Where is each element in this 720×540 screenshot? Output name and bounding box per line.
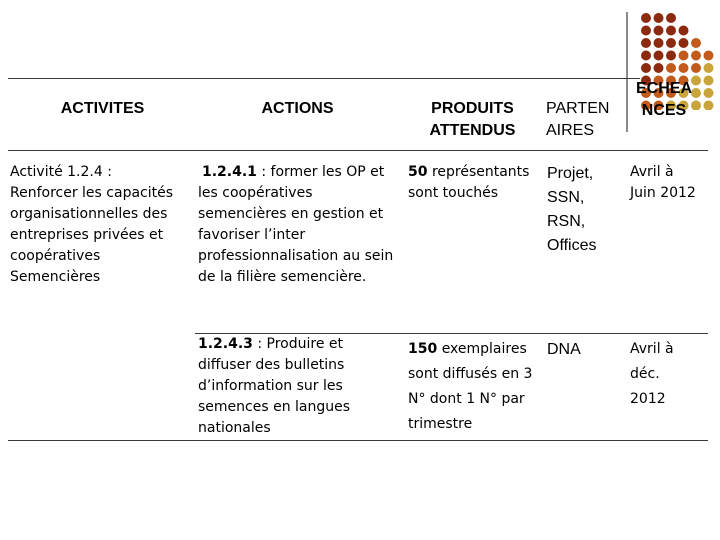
produit-number: 150 (408, 341, 438, 357)
produit-cell (408, 162, 538, 204)
produit-text: exemplaires sont diffusés en 3 N° dont 1 N° par trimestre (408, 341, 533, 432)
echeance-cell: Avril à déc. 2012 (630, 341, 674, 407)
partenaires-cell: DNA (547, 341, 581, 358)
table-bottom-border (8, 440, 708, 441)
header-actions: ACTIONS (261, 100, 334, 117)
header-bottom-border (8, 150, 708, 151)
produit-cell (408, 337, 538, 437)
header-partenaires: PARTEN AIRES (546, 100, 610, 139)
table-top-border (8, 78, 640, 79)
activity-cell (10, 162, 192, 288)
partenaires-cell: Projet, SSN, RSN, Offices (547, 165, 597, 254)
produit-text: représentants sont touchés (408, 164, 530, 201)
activity-label: Activité 1.2.4 : (10, 164, 112, 180)
produit-number: 50 (408, 164, 428, 180)
header-activites: ACTIVITES (60, 100, 145, 117)
activity-text: Renforcer les capacités organisationnelles des entreprises privées et coopératives Semencières (10, 185, 174, 285)
header-produits-attendus: PRODUITS ATTENDUS (429, 100, 516, 139)
action-text: : Produire et diffuser des bulletins d’information sur les semences en langues nationales (198, 336, 351, 436)
header-echeances: ECHEA NCES (635, 80, 692, 119)
action-text: : former les OP et les coopératives semencières en gestion et favoriser l’inter professionnalisation au sein de la filière semencière. (198, 164, 394, 285)
action-cell (198, 334, 393, 439)
action-number: 1.2.4.3 (198, 336, 253, 352)
action-cell (198, 162, 398, 288)
action-number: 1.2.4.1 (202, 164, 257, 180)
echeance-cell: Avril à Juin 2012 (630, 164, 696, 201)
